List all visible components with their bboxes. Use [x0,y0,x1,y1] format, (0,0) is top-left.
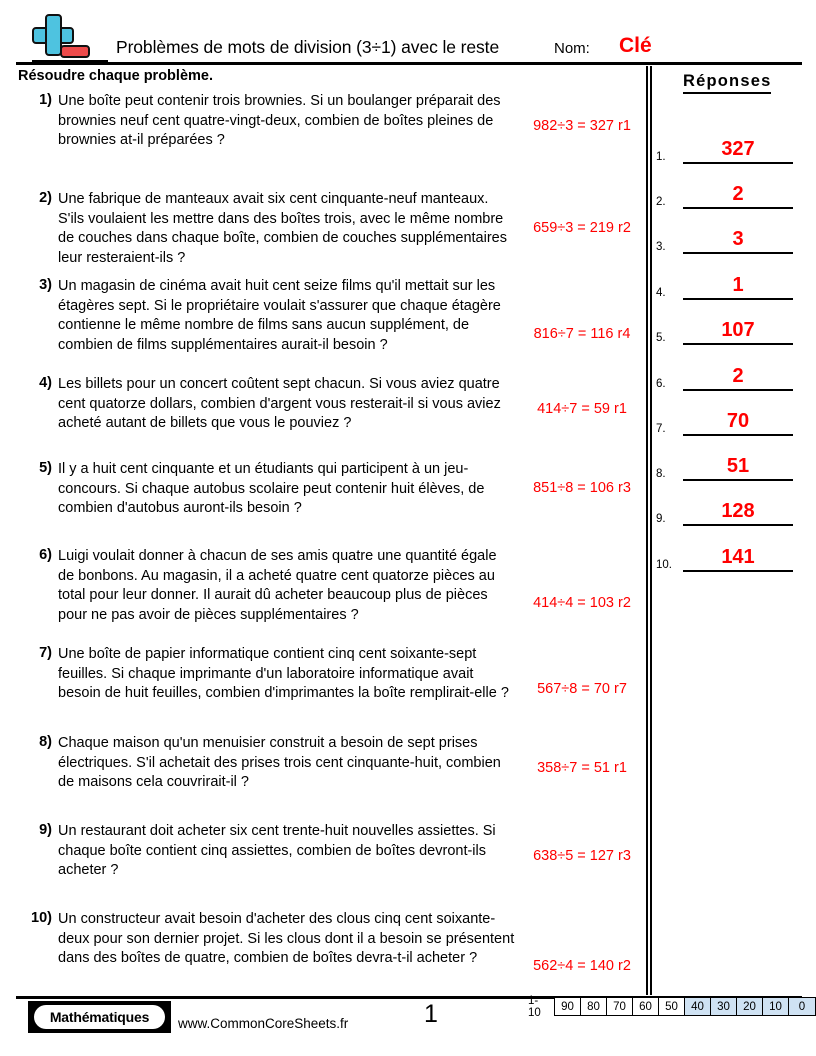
problem-work-shown: 851÷8 = 106 r3 [533,480,631,496]
score-scale-cell: 0 [789,998,815,1015]
answer-value: 141 [721,546,755,568]
answer-index: 9. [656,513,666,525]
brand-logo [28,1001,171,1033]
problem-number: 4) [39,375,52,391]
instruction-text: Résoudre chaque problème. [18,68,213,84]
score-scale-cell: 80 [581,998,607,1015]
problem-work-shown: 562÷4 = 140 r2 [533,958,631,974]
divider-line-right [650,66,652,995]
problem-number: 7) [39,645,52,661]
answer-index: 5. [656,332,666,344]
answer-row [656,453,808,481]
answer-index: 1. [656,151,666,163]
column-divider [646,66,652,995]
answer-row [656,408,808,436]
answer-index: 2. [656,196,666,208]
problem-text: Chaque maison qu'un menuisier construit a besoin de sept prises électriques. S'il achetait des prises trois cent cinquante-huit, combien de maisons cela couvrirait-il ? [58,735,501,790]
answer-row [656,226,808,254]
answers-title: Réponses [683,72,771,94]
problem-number: 6) [39,547,52,563]
answer-value: 3 [732,228,744,250]
problem-work-shown: 982÷3 = 327 r1 [533,118,631,134]
answer-value: 51 [726,455,750,477]
answer-index: 10. [656,559,672,571]
answer-index: 8. [656,468,666,480]
page-title: Problèmes de mots de division (3÷1) avec le reste [116,37,500,57]
score-scale-cell: 60 [633,998,659,1015]
answer-row [656,181,808,209]
brand-logo-pill [34,1005,165,1029]
page-number: 1 [424,1000,438,1028]
score-scale-cell: 70 [607,998,633,1015]
plus-minus-icon [16,14,90,64]
answer-value: 70 [726,410,750,432]
website-url: www.CommonCoreSheets.fr [178,1016,349,1031]
problem-text: Un magasin de cinéma avait huit cent seize films qu'il mettait sur les étagères sept. Si le propriétaire voulait s'assurer que chaque étagère contienne le même nombre de films sans aucun supplément, de combien de films supplémentaires aurait-il besoin ? [58,278,501,353]
problem-work-shown: 414÷7 = 59 r1 [537,401,627,417]
problem-work-shown: 358÷7 = 51 r1 [537,760,627,776]
problem-work-shown: 414÷4 = 103 r2 [533,595,631,611]
problem-number: 9) [39,822,52,838]
header-divider [16,62,802,65]
problem-number: 2) [39,190,52,206]
score-scale-cell: 30 [711,998,737,1015]
worksheet-header [0,0,816,66]
problem-text: Un restaurant doit acheter six cent trente-huit nouvelles assiettes. Si chaque boîte contient cinq assiettes, combien de boîtes devront-ils acheter ? [58,823,496,878]
answer-index: 6. [656,378,666,390]
answer-value: 107 [721,319,755,341]
problem-number: 3) [39,277,52,293]
brand-logo-label: Mathématiques [49,1009,150,1025]
answer-value: 128 [721,500,755,522]
answer-index: 7. [656,423,666,435]
score-scale-cell: 50 [659,998,685,1015]
answer-value: 327 [721,138,755,160]
answer-row [656,498,808,526]
answer-value: 2 [732,183,744,205]
problem-work-shown: 659÷3 = 219 r2 [533,220,631,236]
answer-index: 3. [656,241,666,253]
problem-number: 8) [39,734,52,750]
answer-index: 4. [656,287,666,299]
problem-text: Les billets pour un concert coûtent sept chacun. Si vous aviez quatre cent quatorze dollars, combien d'argent vous resterait-il si vous aviez acheté autant de billets que vous le pouviez ? [58,376,501,431]
answer-row [656,363,808,391]
minus-icon [60,45,90,58]
problem-text: Une fabrique de manteaux avait six cent cinquante-neuf manteaux. S'ils voulaient les mettre dans des boîtes trois, avec le même nombre de couches dans chaque boîte, combien de couches supplémentaires leur resteraient-ils ? [58,191,507,266]
problem-text: Un constructeur avait besoin d'acheter des clous cinq cent soixante-deux pour son dernier projet. Si les clous dont il a besoin se présentent dans des boîtes de quatre, combien de boîtes devra-t-il acheter ? [58,911,515,966]
score-scale-cell: 20 [737,998,763,1015]
score-scale [528,994,816,1019]
score-scale-cell: 40 [685,998,711,1015]
answer-row [656,317,808,345]
answer-value: 2 [732,365,744,387]
problem-work-shown: 567÷8 = 70 r7 [537,681,627,697]
problem-work-shown: 816÷7 = 116 r4 [533,326,631,342]
problem-work-shown: 638÷5 = 127 r3 [533,848,631,864]
answer-value: 1 [732,274,744,296]
problem-text: Luigi voulait donner à chacun de ses amis quatre une quantité égale de bonbons. Au magasin, il a acheté quatre cent quatorze pièces au total pour leur donner. Il aurait dû acheter beaucoup plus de pièces pour ne pas avoir de pièces supplémentaires ? [58,548,497,623]
answer-row [656,272,808,300]
answer-row [656,544,808,572]
name-label: Nom: [554,40,590,57]
score-scale-cell: 90 [555,998,581,1015]
score-scale-cells [554,997,816,1016]
problem-text: Une boîte de papier informatique contient cinq cent soixante-sept feuilles. Si chaque imprimante d'un laboratoire informatique avait besoin de huit feuilles, combien d'imprimantes la boîte remplirait-elle ? [58,646,509,701]
problem-text: Une boîte peut contenir trois brownies. Si un boulanger préparait des brownies neuf cent quatre-vingt-deux, combien de boîtes pleines de brownies at-il préparées ? [58,93,501,148]
divider-line-left [646,66,648,995]
answer-row [656,136,808,164]
score-scale-label: 1-10 [528,994,541,1019]
score-scale-cell: 10 [763,998,789,1015]
problem-text: Il y a huit cent cinquante et un étudiants qui participent à un jeu-concours. Si chaque autobus scolaire peut contenir huit élèves, de combien d'autobus auront-ils besoin ? [58,461,485,516]
problem-number: 10) [31,910,52,926]
problem-number: 1) [39,92,52,108]
name-value: Clé [619,34,652,57]
problem-number: 5) [39,460,52,476]
